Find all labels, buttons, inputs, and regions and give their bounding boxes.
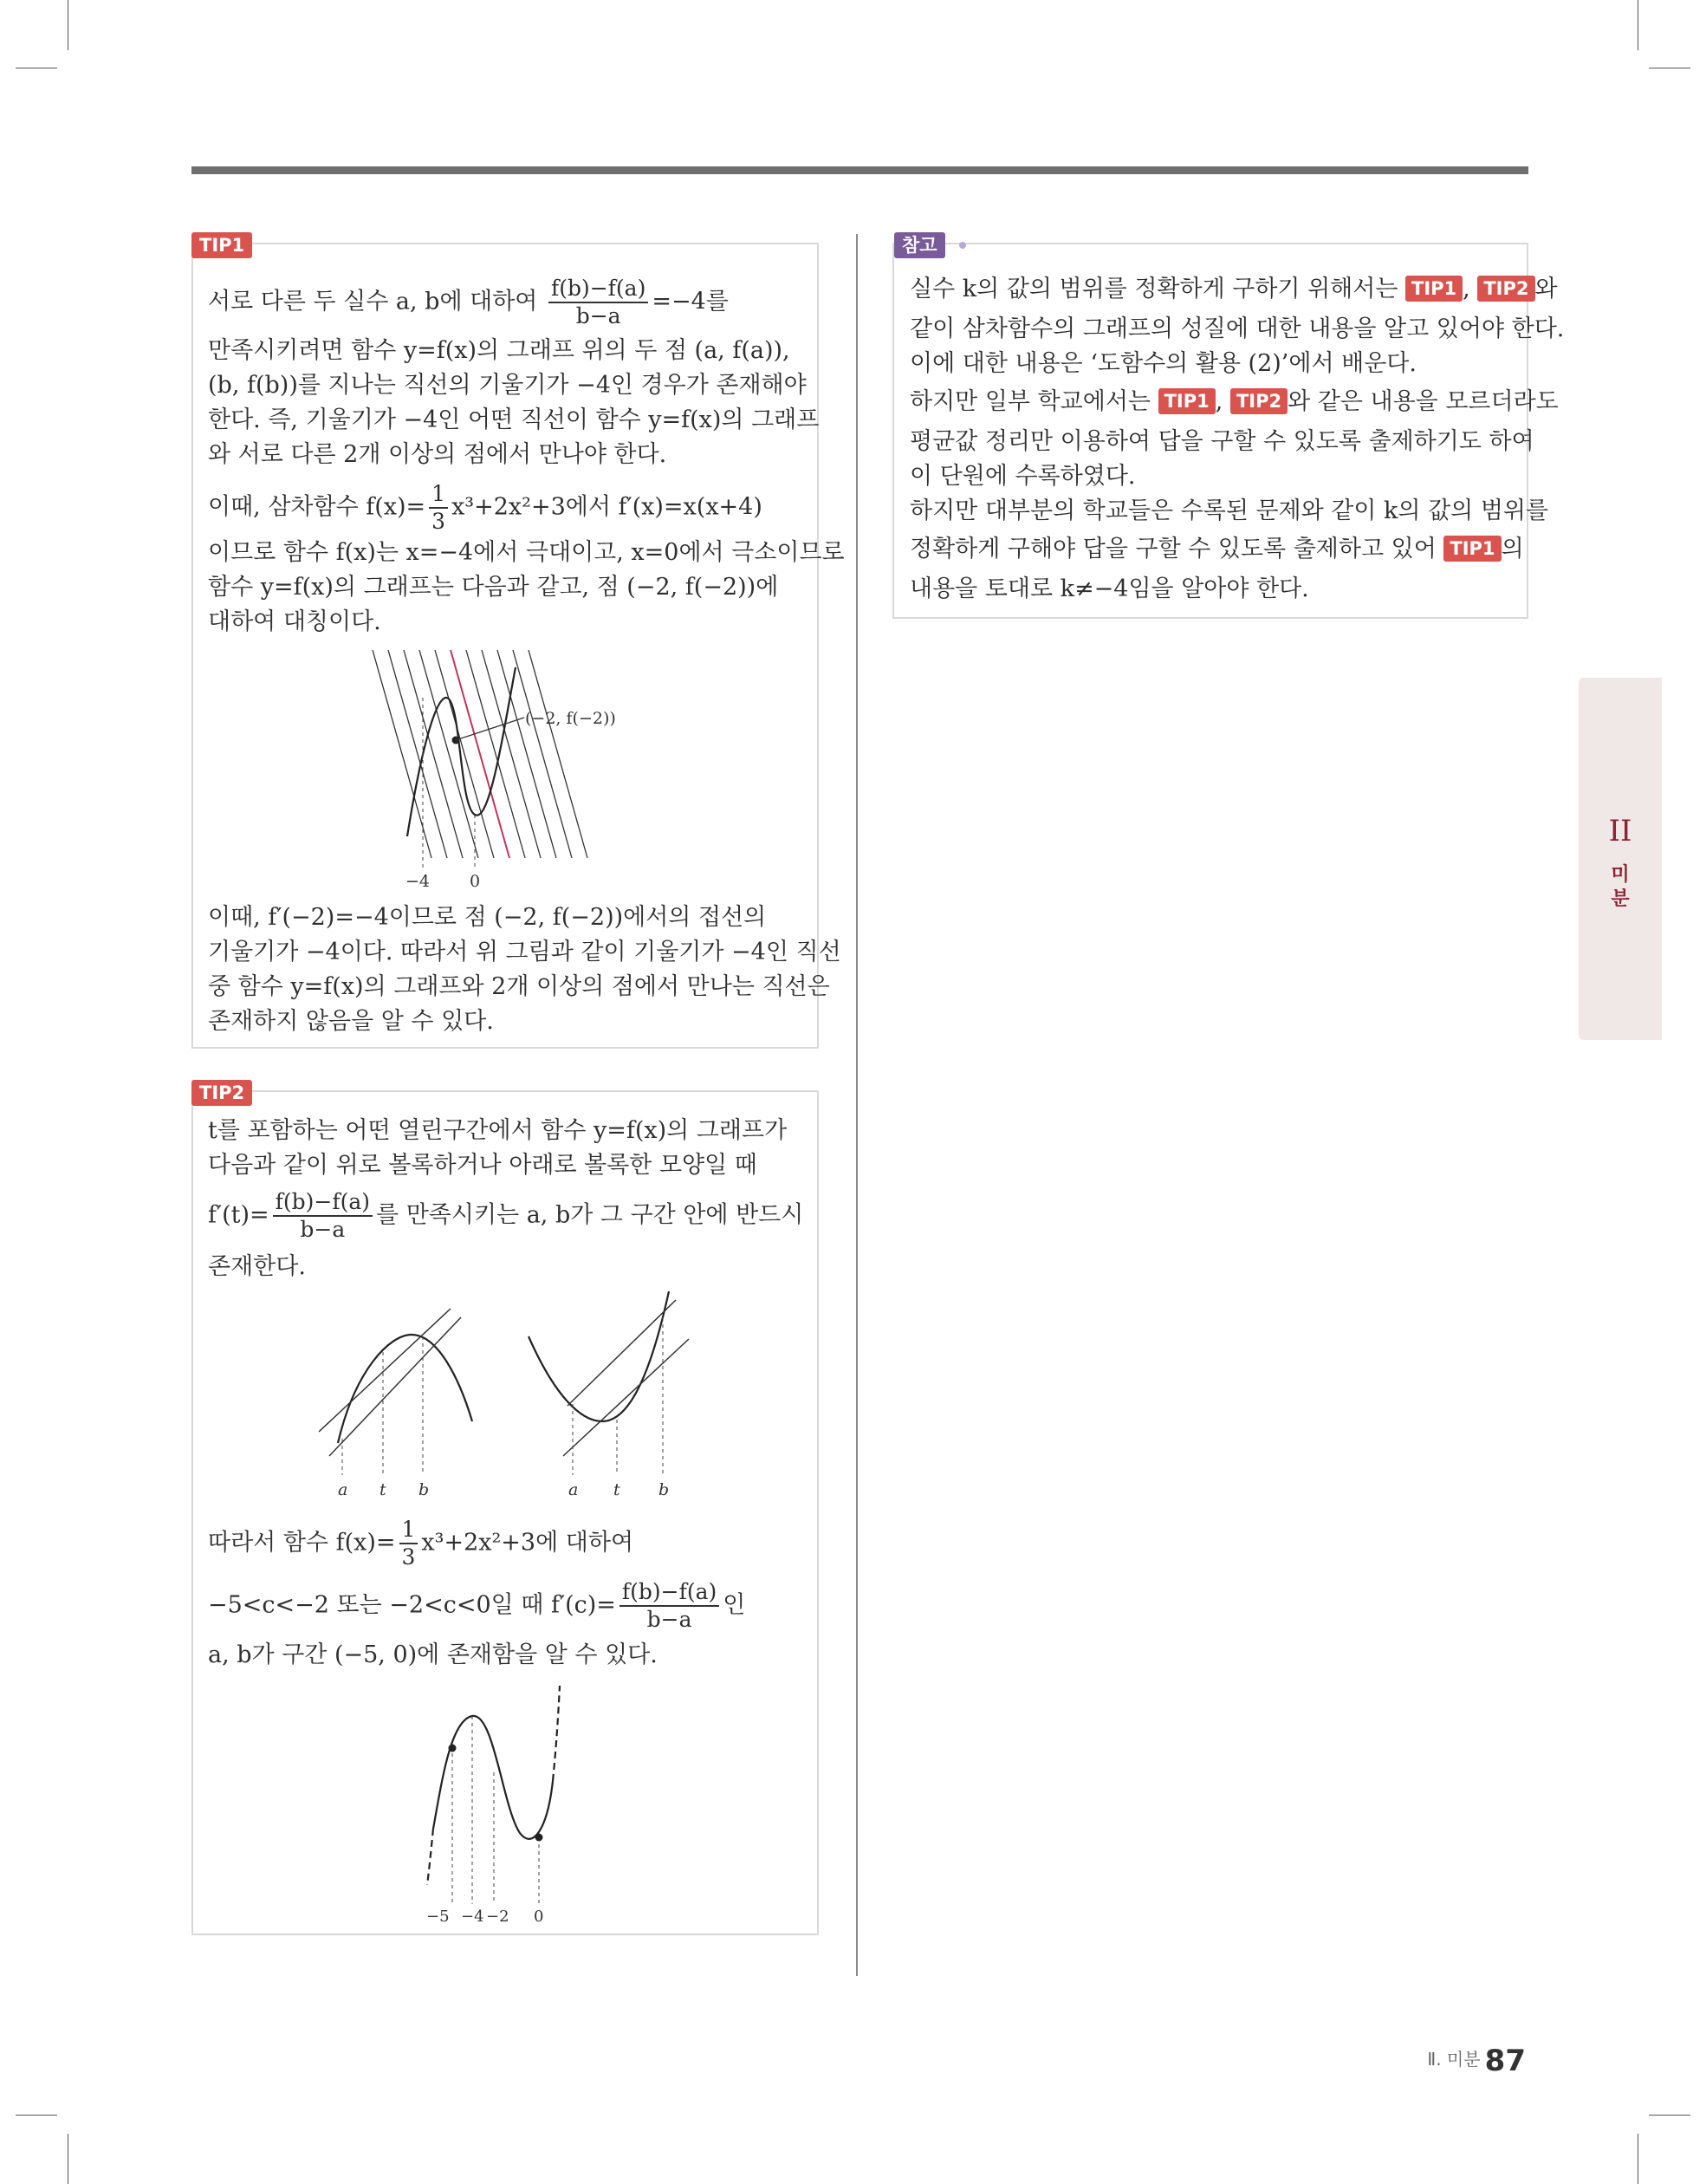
tip1-line4: 한다. 즉, 기울기가 −4인 어떤 직선이 함수 y=f(x)의 그래프 bbox=[208, 406, 820, 433]
chapter-title-char: 미 bbox=[1611, 864, 1630, 886]
note-line4: 하지만 일부 학교에서는 TIP1 , TIP2 와 같은 내용을 모르더라도 bbox=[910, 388, 1559, 415]
tip2-line6: −5<c<−2 또는 −2<c<0일 때 f′(c)= $\frac{f(b)-f(a)}{b-a}$ 인 bbox=[208, 1579, 746, 1632]
tip1-line9: 대하여 대칭이다. bbox=[208, 608, 381, 635]
tick-label: −4 bbox=[405, 872, 431, 891]
concave-graph bbox=[312, 1283, 485, 1499]
tip1-line1: 서로 다른 두 실수 a, b에 대하여 $\frac{f(b)-f(a)}{b-a}$ =−4를 bbox=[208, 276, 729, 328]
note-line8: 정확하게 구해야 답을 구할 수 있도록 출제하고 있어 TIP1 의 bbox=[910, 536, 1524, 562]
tip1-tag: TIP1 bbox=[191, 232, 252, 258]
fraction: $\frac{1}{3}$ bbox=[399, 1517, 418, 1570]
note-line9: 내용을 토대로 k≠−4임을 알아야 한다. bbox=[910, 575, 1309, 602]
axis-label-b: b bbox=[418, 1480, 430, 1499]
tip1-reference: TIP1 bbox=[1158, 388, 1216, 414]
convex-curve bbox=[529, 1291, 669, 1421]
tip1-cubic-graph bbox=[364, 641, 658, 901]
axis-label-b: b bbox=[658, 1480, 670, 1499]
footer-section: Ⅱ. 미분 bbox=[1427, 2049, 1481, 2070]
note-tag: 참고 bbox=[894, 232, 945, 258]
axis-label-a: a bbox=[338, 1480, 348, 1499]
point-label: (−2, f(−2)) bbox=[525, 709, 616, 728]
tip1-reference: TIP1 bbox=[1443, 536, 1501, 562]
label-leader bbox=[456, 718, 524, 740]
tip1-line8: 함수 y=f(x)의 그래프는 다음과 같고, 점 (−2, f(−2))에 bbox=[208, 574, 779, 601]
tick-label: 0 bbox=[534, 1908, 544, 1926]
tip1-line7: 이므로 함수 f(x)는 x=−4에서 극대이고, x=0에서 극소이므로 bbox=[208, 539, 845, 566]
tick-label: −4 bbox=[461, 1908, 484, 1926]
convex-graph bbox=[520, 1283, 702, 1499]
tip2-reference: TIP2 bbox=[1230, 388, 1288, 414]
tip1-line2: 만족시키려면 함수 y=f(x)의 그래프 위의 두 점 (a, f(a)), bbox=[208, 337, 790, 364]
header-rule bbox=[191, 166, 1528, 174]
tip1-line6: 이때, 삼차함수 f(x)= $\frac{1}{3}$ x³+2x²+3에서 f′(x)=x(x+4) bbox=[208, 481, 762, 534]
tip2-cubic-graph bbox=[407, 1677, 607, 1928]
tip1-line12: 중 함수 y=f(x)의 그래프와 2개 이상의 점에서 만나는 직선은 bbox=[208, 973, 830, 1000]
tick-label: −5 bbox=[426, 1908, 450, 1926]
tip2-line1: t를 포함하는 어떤 열린구간에서 함수 y=f(x)의 그래프가 bbox=[208, 1117, 788, 1144]
chapter-number: II bbox=[1608, 814, 1632, 848]
note-line3: 이에 대한 내용은 ‘도함수의 활용 (2)’에서 배운다. bbox=[910, 350, 1417, 377]
tip1-line5: 와 서로 다른 2개 이상의 점에서 만나야 한다. bbox=[208, 441, 667, 468]
cubic-curve bbox=[433, 1716, 553, 1839]
axis-label-a: a bbox=[568, 1480, 579, 1499]
secant-line bbox=[568, 1300, 676, 1406]
note-line7: 하지만 대부분의 학교들은 수록된 문제와 같이 k의 값의 범위를 bbox=[910, 497, 1549, 524]
axis-label-t: t bbox=[613, 1480, 620, 1499]
note-line2: 같이 삼차함수의 그래프의 성질에 대한 내용을 알고 있어야 한다. bbox=[910, 315, 1565, 342]
fraction: $\frac{f(b)-f(a)}{b-a}$ bbox=[273, 1189, 373, 1243]
chapter-title-char: 분 bbox=[1611, 888, 1630, 910]
tangent-line bbox=[329, 1317, 461, 1456]
point bbox=[535, 1834, 543, 1842]
note-line6: 이 단원에 수록하였다. bbox=[910, 463, 1136, 490]
fraction: $\frac{f(b)-f(a)}{b-a}$ bbox=[548, 276, 648, 329]
tip2-line3: f′(t)= $\frac{f(b)-f(a)}{b-a}$ 를 만족시키는 a, b가 그 구간 안에 반드시 bbox=[208, 1189, 804, 1242]
tip2-line5: 따라서 함수 f(x)= $\frac{1}{3}$ x³+2x²+3에 대하여 bbox=[208, 1517, 634, 1570]
tip1-line11: 기울기가 −4이다. 따라서 위 그림과 같이 기울기가 −4인 직선 bbox=[208, 939, 841, 965]
axis-label-t: t bbox=[379, 1480, 386, 1499]
page-footer bbox=[1427, 2044, 1526, 2078]
crop-mark bbox=[1649, 2115, 1690, 2116]
tick-label: 0 bbox=[470, 872, 481, 891]
tip1-reference: TIP1 bbox=[1405, 276, 1463, 302]
tip1-line13: 존재하지 않음을 알 수 있다. bbox=[208, 1008, 494, 1035]
tip2-line4: 존재한다. bbox=[208, 1253, 306, 1280]
note-line1: 실수 k의 값의 범위를 정확하게 구하기 위해서는 TIP1 , TIP2 와 bbox=[910, 276, 1558, 302]
column-divider bbox=[856, 234, 858, 1976]
chapter-side-tab bbox=[1579, 678, 1662, 1040]
point bbox=[449, 1745, 457, 1752]
cubic-curve-dashed bbox=[553, 1686, 560, 1781]
note-line5: 평균값 정리만 이용하여 답을 구할 수 있도록 출제하기도 하여 bbox=[910, 428, 1534, 455]
tip1-line3: (b, f(b))를 지나는 직선의 기울기가 −4인 경우가 존재해야 bbox=[208, 372, 807, 399]
fraction: $\frac{f(b)-f(a)}{b-a}$ bbox=[619, 1579, 719, 1633]
tip2-line7: a, b가 구간 (−5, 0)에 존재함을 알 수 있다. bbox=[208, 1641, 658, 1668]
fraction: $\frac{1}{3}$ bbox=[429, 481, 448, 535]
tip2-tag: TIP2 bbox=[191, 1080, 252, 1106]
tick-label: −2 bbox=[486, 1908, 509, 1926]
crop-mark bbox=[16, 2115, 57, 2116]
cubic-curve-dashed bbox=[427, 1829, 433, 1885]
cubic-curve bbox=[407, 667, 516, 836]
page-number: 87 bbox=[1484, 2044, 1526, 2078]
note-tag-dot bbox=[959, 242, 966, 249]
tip2-reference: TIP2 bbox=[1477, 276, 1534, 302]
tip2-line2: 다음과 같이 위로 볼록하거나 아래로 볼록한 모양일 때 bbox=[208, 1152, 757, 1179]
tip1-line10: 이때, f′(−2)=−4이므로 점 (−2, f(−2))에서의 접선의 bbox=[208, 904, 767, 931]
secant-line bbox=[319, 1309, 451, 1432]
tangent-line bbox=[563, 1339, 689, 1456]
